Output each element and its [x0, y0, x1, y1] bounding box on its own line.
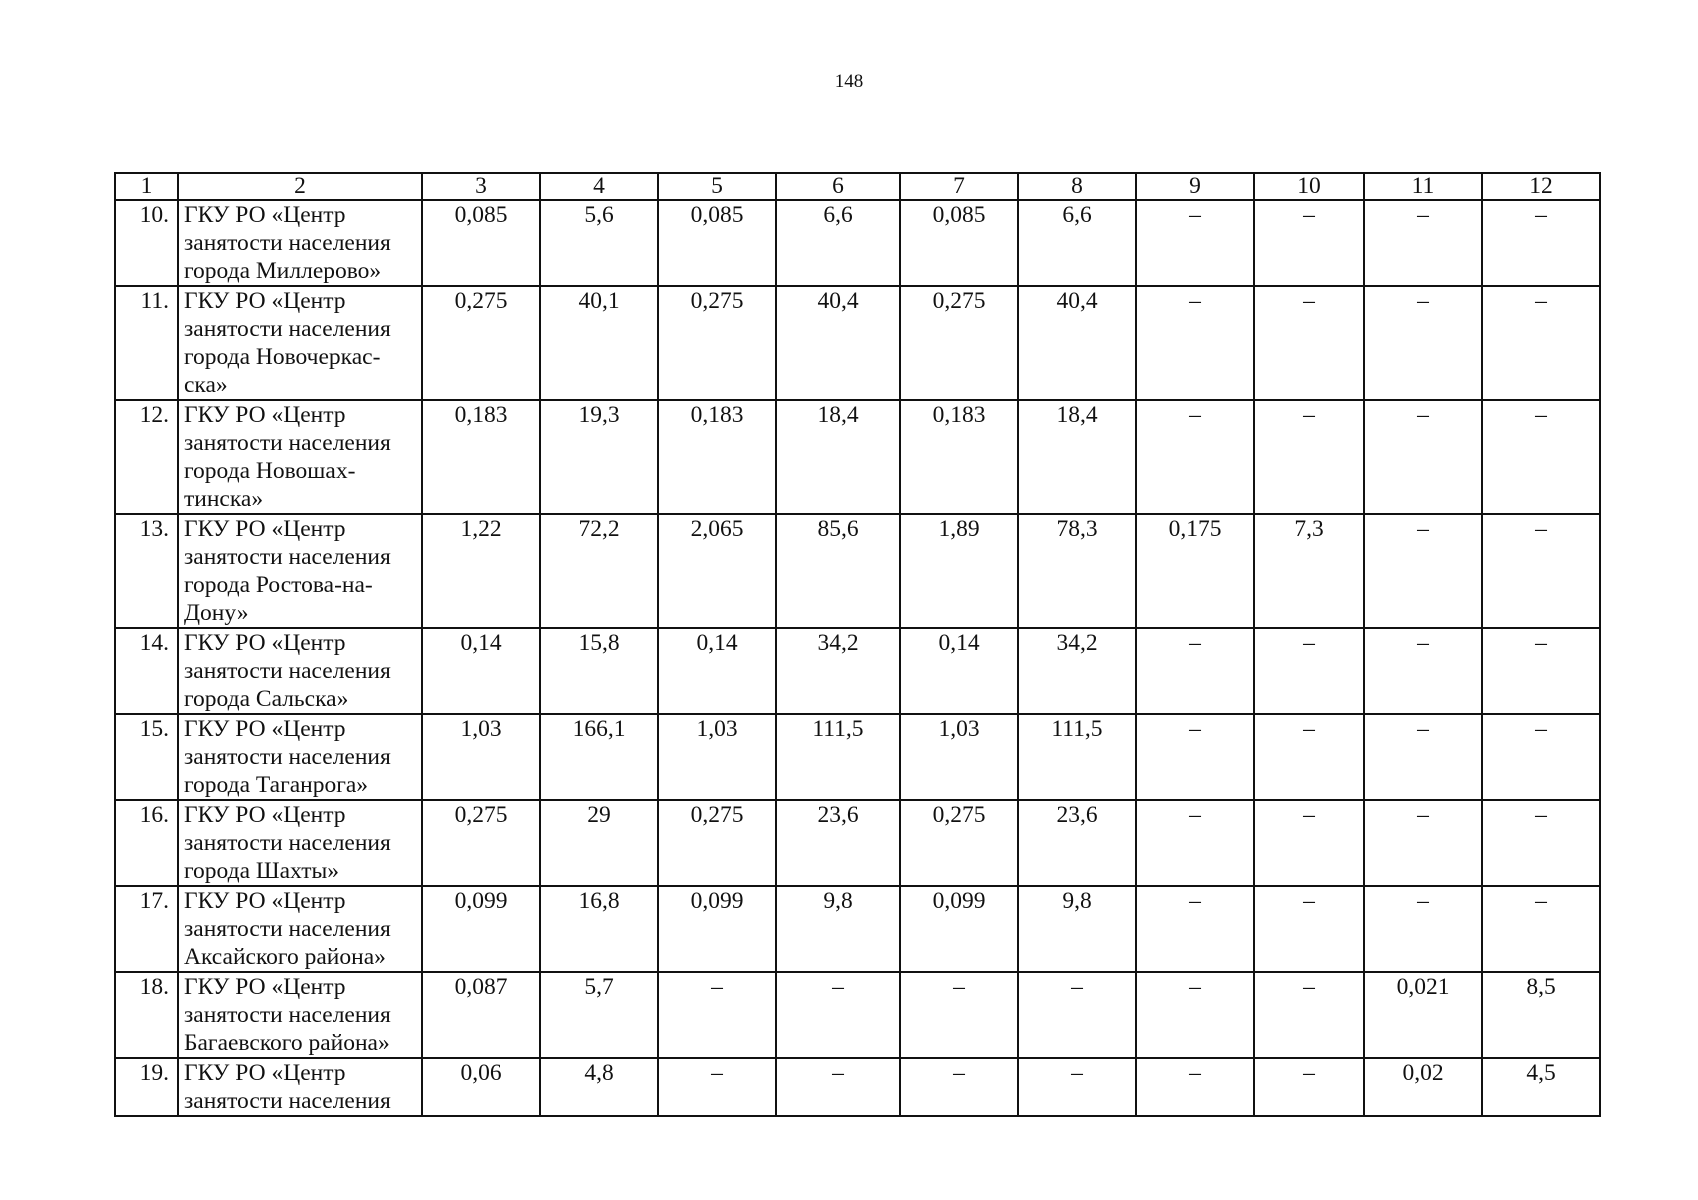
header-cell-6: 6	[776, 173, 900, 200]
value-cell-col-3: 0,085	[422, 200, 540, 286]
header-cell-9: 9	[1136, 173, 1254, 200]
organization-name-line: ГКУ РО «Центр	[184, 1060, 346, 1086]
value-cell-col-10: 7,3	[1254, 514, 1364, 628]
organization-name-cell	[178, 514, 422, 628]
table-row	[115, 514, 1600, 628]
header-cell-1: 1	[115, 173, 178, 200]
value-cell-col-6: –	[776, 1058, 900, 1116]
organization-name-line: занятости населения	[184, 830, 391, 856]
header-cell-11: 11	[1364, 173, 1482, 200]
value-cell-col-4: 19,3	[540, 400, 658, 514]
organization-name-line: ГКУ РО «Центр	[184, 202, 346, 228]
organization-name-line: Дону»	[184, 600, 249, 626]
organization-name-line: занятости населения	[184, 430, 391, 456]
value-cell-col-11: 0,021	[1364, 972, 1482, 1058]
organization-name-line: занятости населения	[184, 916, 391, 942]
organization-name-cell	[178, 800, 422, 886]
value-cell-col-11: –	[1364, 800, 1482, 886]
value-cell-col-8: –	[1018, 972, 1136, 1058]
value-cell-col-12: –	[1482, 514, 1600, 628]
header-row	[115, 173, 1600, 200]
organization-name-cell	[178, 286, 422, 400]
organization-name-line: Багаевского района»	[184, 1030, 390, 1056]
value-cell-col-11: –	[1364, 400, 1482, 514]
organization-name-line: города Таганрога»	[184, 772, 369, 798]
value-cell-col-9: –	[1136, 800, 1254, 886]
page-number: 148	[834, 71, 864, 92]
row-number-cell: 14.	[115, 628, 178, 714]
organization-name-line: города Новочеркас-	[184, 344, 381, 370]
value-cell-col-10: –	[1254, 200, 1364, 286]
organization-name-line: города Новошах-	[184, 458, 356, 484]
value-cell-col-5: –	[658, 1058, 776, 1116]
value-cell-col-11: –	[1364, 886, 1482, 972]
row-number-cell: 17.	[115, 886, 178, 972]
organization-name-line: ска»	[184, 372, 228, 398]
value-cell-col-10: –	[1254, 972, 1364, 1058]
value-cell-col-8: 34,2	[1018, 628, 1136, 714]
value-cell-col-12: –	[1482, 800, 1600, 886]
value-cell-col-3: 0,099	[422, 886, 540, 972]
organization-name-cell	[178, 1058, 422, 1116]
value-cell-col-8: 23,6	[1018, 800, 1136, 886]
value-cell-col-11: –	[1364, 200, 1482, 286]
value-cell-col-3: 1,03	[422, 714, 540, 800]
value-cell-col-4: 29	[540, 800, 658, 886]
value-cell-col-10: –	[1254, 286, 1364, 400]
table-row	[115, 714, 1600, 800]
value-cell-col-10: –	[1254, 800, 1364, 886]
organization-name-cell	[178, 972, 422, 1058]
organization-name-line: города Сальска»	[184, 686, 349, 712]
table-row	[115, 1058, 1600, 1116]
organization-name-cell	[178, 886, 422, 972]
value-cell-col-7: 0,183	[900, 400, 1018, 514]
value-cell-col-10: –	[1254, 714, 1364, 800]
value-cell-col-10: –	[1254, 1058, 1364, 1116]
header-cell-10: 10	[1254, 173, 1364, 200]
organization-name-line: ГКУ РО «Центр	[184, 288, 346, 314]
value-cell-col-4: 166,1	[540, 714, 658, 800]
data-table	[114, 172, 1601, 1117]
value-cell-col-9: –	[1136, 286, 1254, 400]
header-cell-7: 7	[900, 173, 1018, 200]
value-cell-col-3: 0,14	[422, 628, 540, 714]
organization-name-line: занятости населения	[184, 658, 391, 684]
value-cell-col-9: 0,175	[1136, 514, 1254, 628]
value-cell-col-10: –	[1254, 400, 1364, 514]
value-cell-col-6: 111,5	[776, 714, 900, 800]
value-cell-col-12: –	[1482, 286, 1600, 400]
organization-name-line: занятости населения	[184, 1002, 391, 1028]
value-cell-col-9: –	[1136, 972, 1254, 1058]
value-cell-col-4: 5,7	[540, 972, 658, 1058]
value-cell-col-9: –	[1136, 886, 1254, 972]
value-cell-col-3: 0,275	[422, 800, 540, 886]
value-cell-col-4: 4,8	[540, 1058, 658, 1116]
value-cell-col-4: 5,6	[540, 200, 658, 286]
header-cell-4: 4	[540, 173, 658, 200]
organization-name-line: ГКУ РО «Центр	[184, 402, 346, 428]
organization-name-line: ГКУ РО «Центр	[184, 974, 346, 1000]
value-cell-col-11: –	[1364, 714, 1482, 800]
value-cell-col-5: 0,085	[658, 200, 776, 286]
header-cell-8: 8	[1018, 173, 1136, 200]
value-cell-col-9: –	[1136, 628, 1254, 714]
row-number-cell: 11.	[115, 286, 178, 400]
value-cell-col-4: 16,8	[540, 886, 658, 972]
organization-name-line: ГКУ РО «Центр	[184, 630, 346, 656]
value-cell-col-11: –	[1364, 628, 1482, 714]
value-cell-col-7: 0,275	[900, 800, 1018, 886]
value-cell-col-3: 0,06	[422, 1058, 540, 1116]
organization-name-line: занятости населения	[184, 1088, 391, 1114]
value-cell-col-5: –	[658, 972, 776, 1058]
value-cell-col-12: 8,5	[1482, 972, 1600, 1058]
value-cell-col-8: 18,4	[1018, 400, 1136, 514]
value-cell-col-12: –	[1482, 200, 1600, 286]
row-number-cell: 16.	[115, 800, 178, 886]
organization-name-line: занятости населения	[184, 316, 391, 342]
value-cell-col-12: –	[1482, 886, 1600, 972]
value-cell-col-5: 2,065	[658, 514, 776, 628]
value-cell-col-5: 0,275	[658, 286, 776, 400]
value-cell-col-5: 0,14	[658, 628, 776, 714]
table-row	[115, 286, 1600, 400]
value-cell-col-7: 0,099	[900, 886, 1018, 972]
organization-name-line: города Ростова-на-	[184, 572, 373, 598]
value-cell-col-5: 0,099	[658, 886, 776, 972]
value-cell-col-12: –	[1482, 628, 1600, 714]
value-cell-col-6: 9,8	[776, 886, 900, 972]
organization-name-line: занятости населения	[184, 744, 391, 770]
organization-name-line: ГКУ РО «Центр	[184, 516, 346, 542]
header-cell-3: 3	[422, 173, 540, 200]
value-cell-col-4: 15,8	[540, 628, 658, 714]
value-cell-col-6: 23,6	[776, 800, 900, 886]
value-cell-col-3: 0,275	[422, 286, 540, 400]
value-cell-col-11: –	[1364, 286, 1482, 400]
header-cell-12: 12	[1482, 173, 1600, 200]
value-cell-col-8: 6,6	[1018, 200, 1136, 286]
value-cell-col-4: 40,1	[540, 286, 658, 400]
value-cell-col-3: 0,183	[422, 400, 540, 514]
value-cell-col-7: 0,14	[900, 628, 1018, 714]
value-cell-col-10: –	[1254, 886, 1364, 972]
value-cell-col-8: 111,5	[1018, 714, 1136, 800]
organization-name-cell	[178, 400, 422, 514]
value-cell-col-9: –	[1136, 1058, 1254, 1116]
value-cell-col-6: 18,4	[776, 400, 900, 514]
header-cell-2: 2	[178, 173, 422, 200]
value-cell-col-8: –	[1018, 1058, 1136, 1116]
organization-name-line: ГКУ РО «Центр	[184, 716, 346, 742]
row-number-cell: 15.	[115, 714, 178, 800]
value-cell-col-7: –	[900, 972, 1018, 1058]
organization-name-cell	[178, 628, 422, 714]
organization-name-line: Аксайского района»	[184, 944, 386, 970]
organization-name-line: ГКУ РО «Центр	[184, 888, 346, 914]
organization-name-line: занятости населения	[184, 544, 391, 570]
row-number-cell: 18.	[115, 972, 178, 1058]
row-number-cell: 19.	[115, 1058, 178, 1116]
value-cell-col-9: –	[1136, 200, 1254, 286]
organization-name-line: занятости населения	[184, 230, 391, 256]
value-cell-col-7: 1,89	[900, 514, 1018, 628]
table-row	[115, 628, 1600, 714]
value-cell-col-7: 0,085	[900, 200, 1018, 286]
organization-name-line: города Миллерово»	[184, 258, 382, 284]
value-cell-col-12: –	[1482, 400, 1600, 514]
table-row	[115, 400, 1600, 514]
table-row	[115, 800, 1600, 886]
row-number-cell: 13.	[115, 514, 178, 628]
table-row	[115, 886, 1600, 972]
value-cell-col-5: 0,275	[658, 800, 776, 886]
organization-name-line: города Шахты»	[184, 858, 339, 884]
value-cell-col-9: –	[1136, 400, 1254, 514]
organization-name-cell	[178, 200, 422, 286]
table-row	[115, 972, 1600, 1058]
row-number-cell: 10.	[115, 200, 178, 286]
organization-name-cell	[178, 714, 422, 800]
value-cell-col-8: 9,8	[1018, 886, 1136, 972]
value-cell-col-5: 0,183	[658, 400, 776, 514]
value-cell-col-6: 40,4	[776, 286, 900, 400]
row-number-cell: 12.	[115, 400, 178, 514]
value-cell-col-7: 1,03	[900, 714, 1018, 800]
value-cell-col-6: 85,6	[776, 514, 900, 628]
value-cell-col-6: 6,6	[776, 200, 900, 286]
value-cell-col-8: 78,3	[1018, 514, 1136, 628]
value-cell-col-5: 1,03	[658, 714, 776, 800]
value-cell-col-7: –	[900, 1058, 1018, 1116]
header-cell-5: 5	[658, 173, 776, 200]
value-cell-col-6: 34,2	[776, 628, 900, 714]
organization-name-line: ГКУ РО «Центр	[184, 802, 346, 828]
value-cell-col-11: 0,02	[1364, 1058, 1482, 1116]
value-cell-col-12: 4,5	[1482, 1058, 1600, 1116]
value-cell-col-7: 0,275	[900, 286, 1018, 400]
value-cell-col-11: –	[1364, 514, 1482, 628]
table-row	[115, 200, 1600, 286]
value-cell-col-12: –	[1482, 714, 1600, 800]
value-cell-col-4: 72,2	[540, 514, 658, 628]
value-cell-col-3: 0,087	[422, 972, 540, 1058]
value-cell-col-10: –	[1254, 628, 1364, 714]
value-cell-col-9: –	[1136, 714, 1254, 800]
value-cell-col-8: 40,4	[1018, 286, 1136, 400]
organization-name-line: тинска»	[184, 486, 264, 512]
value-cell-col-6: –	[776, 972, 900, 1058]
value-cell-col-3: 1,22	[422, 514, 540, 628]
